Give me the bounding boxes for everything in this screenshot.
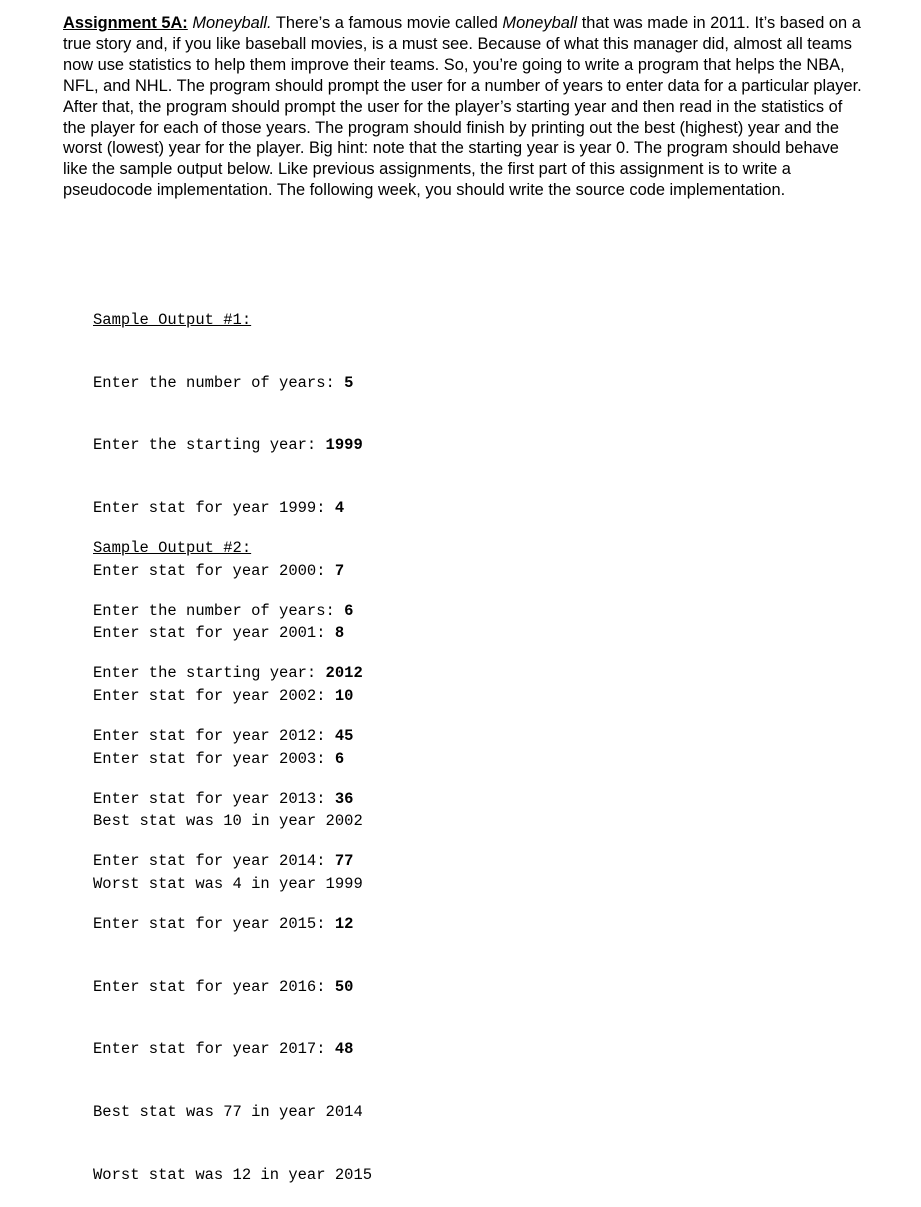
user-input: 7 (334, 561, 345, 580)
best-result: Best stat was 77 in year 2014 (93, 1103, 363, 1122)
prompt-text: Enter the starting year: (93, 664, 326, 683)
user-input: 6 (344, 601, 354, 620)
user-input: 2012 (325, 664, 363, 683)
user-input: 77 (334, 852, 354, 871)
prompt-text: Enter stat for year 2000: (93, 561, 335, 580)
prompt-text: Enter the number of years: (93, 373, 345, 392)
sample-output-2 (93, 496, 513, 1207)
prompt-text: Enter stat for year 1999: (93, 498, 335, 517)
user-input: 36 (334, 789, 354, 808)
prompt-text: Enter stat for year 2002: (93, 687, 335, 706)
prompt-text: Enter stat for year 2015: (93, 915, 335, 934)
sample-heading: Sample Output #2: (93, 538, 252, 557)
prompt-line (93, 789, 513, 810)
user-input: 45 (334, 726, 354, 745)
prompt-line (93, 977, 513, 998)
prompt-text: Enter stat for year 2014: (93, 852, 335, 871)
text-segment: There’s a famous movie called (271, 14, 503, 32)
best-result: Best stat was 10 in year 2002 (93, 812, 363, 831)
worst-result: Worst stat was 12 in year 2015 (93, 1165, 373, 1184)
prompt-line (93, 851, 513, 872)
prompt-text: Enter the number of years: (93, 601, 345, 620)
prompt-text: Enter stat for year 2012: (93, 726, 335, 745)
movie-title: Moneyball. (192, 14, 272, 32)
prompt-line (93, 601, 513, 622)
user-input: 5 (344, 373, 354, 392)
user-input: 6 (334, 749, 345, 768)
prompt-line (93, 373, 513, 394)
text-segment: that was made in 2011. It’s based on a true story and, if you like baseball movies, is a must see. Because of what this manager did, almost all teams now use statistics to help them improve their teams. So, you’re going to write a program that helps the NBA, NFL, and NHL. The program should prompt the user for a number of years to enter data for a particular player. After that, the program should prompt the user for the player’s starting year and then read in the statistics of the player for each of those years. The program should finish by printing out the best (highest) year and the worst (lowest) year for the player. Big hint: note that the starting year is year 0. The program should behave like the sample output below. Like previous assignments, the first part of this assignment is to write a pseudocode implementation. The following week, you should write the source code implementation. (63, 14, 862, 200)
prompt-text: Enter stat for year 2003: (93, 749, 335, 768)
worst-result: Worst stat was 4 in year 1999 (93, 875, 363, 894)
sample-heading: Sample Output #1: (93, 310, 252, 329)
user-input: 48 (334, 1040, 354, 1059)
prompt-line (93, 914, 513, 935)
prompt-text: Enter stat for year 2016: (93, 977, 335, 996)
prompt-text: Enter stat for year 2017: (93, 1040, 335, 1059)
prompt-line (93, 663, 513, 684)
movie-title: Moneyball (502, 14, 578, 32)
prompt-line (93, 726, 513, 747)
prompt-text: Enter stat for year 2013: (93, 789, 335, 808)
user-input: 8 (334, 624, 345, 643)
user-input: 10 (334, 687, 354, 706)
prompt-text: Enter stat for year 2001: (93, 624, 335, 643)
assignment-label: Assignment 5A: (63, 14, 188, 32)
user-input: 50 (334, 977, 354, 996)
user-input: 1999 (325, 436, 363, 455)
user-input: 12 (334, 915, 354, 934)
assignment-paragraph (63, 13, 863, 201)
prompt-line (93, 1039, 513, 1060)
prompt-text: Enter the starting year: (93, 436, 326, 455)
prompt-line (93, 435, 513, 456)
user-input: 4 (334, 498, 345, 517)
